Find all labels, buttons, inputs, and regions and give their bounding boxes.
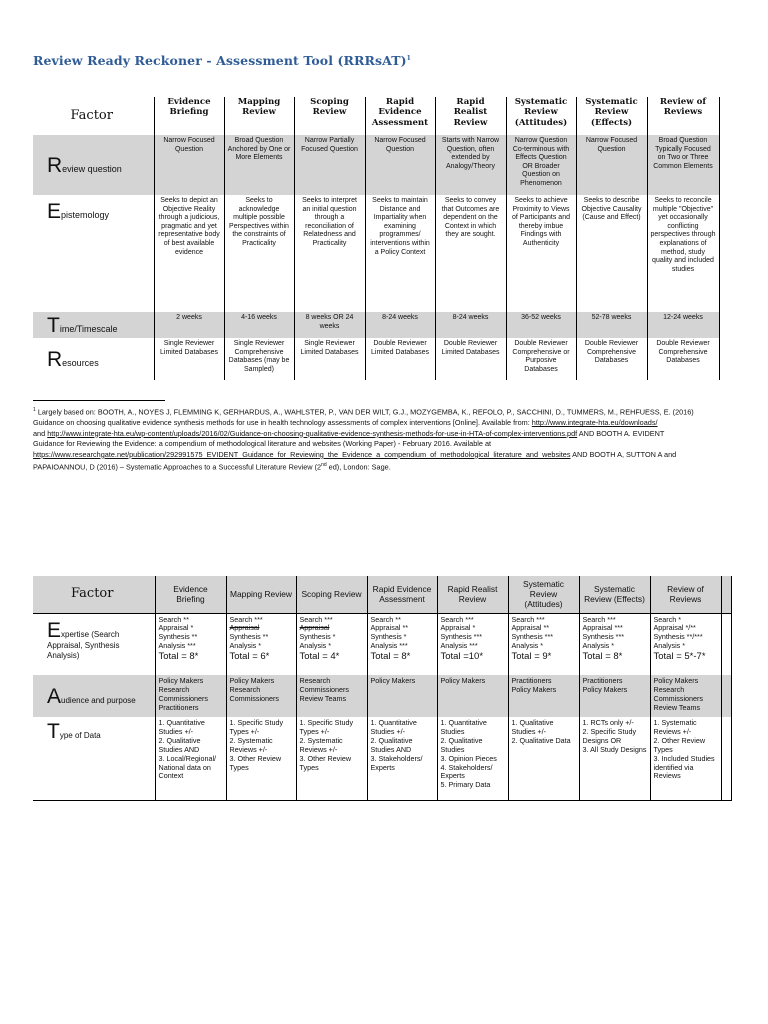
- footnote-line: PAPAIOANNOU, D (2016) – Systematic Approaches to a Successful Literature Review (2nd ed), London: Sage.: [33, 462, 391, 472]
- table-row: [33, 338, 719, 380]
- table-cell: Seeks to interpret an initial question through a reconciliation of Relatedness and Practicality: [294, 195, 365, 312]
- table-cell: 8-24 weeks: [435, 312, 506, 338]
- table-row: [33, 135, 719, 195]
- factor-label-expertise: Expertise (Search Appraisal, Synthesis Analysis): [47, 618, 120, 661]
- table2-header-row: [33, 576, 731, 613]
- table-cell: Search *** Appraisal Synthesis * Analysis * Total = 4*: [296, 613, 367, 675]
- column-header: Evidence Briefing: [155, 576, 226, 613]
- table-cell-blank: [721, 613, 731, 675]
- table-cell: Narrow Question Co-terminous with Effects Question OR Broader Question on Phenomenon: [506, 135, 576, 195]
- footnote-line: $^1$ Largely based on: BOOTH, A., NOYES J, FLEMMING K, GERHARDUS, A., WAHLSTER, P., VAN DER WILT, G.J., MOZYGEMBA, K., REFOLO, P., SACCHINI, D., TUMMERS, M., REHFUESS, E. (2016): [33, 407, 694, 417]
- table-cell: Search *** Appraisal *** Synthesis *** Analysis * Total = 8*: [579, 613, 650, 675]
- column-header: Evidence Briefing: [154, 97, 224, 135]
- assessment-table-1: [33, 97, 720, 380]
- table-cell: Single Reviewer Limited Databases: [294, 338, 365, 380]
- table-cell: Search *** Appraisal ** Synthesis *** Analysis * Total = 9*: [508, 613, 579, 675]
- table-cell: Policy Makers: [437, 675, 508, 717]
- table-cell: Double Reviewer Comprehensive or Purposive Databases: [506, 338, 576, 380]
- table-cell-blank: [721, 675, 731, 717]
- column-header: Systematic Review (Attitudes): [508, 576, 579, 613]
- table-cell: Policy Makers: [367, 675, 437, 717]
- column-header: Systematic Review (Effects): [576, 97, 647, 135]
- table-cell: Seeks to reconcile multiple "Objective" yet occasionally conflicting perspectives through explanations of method, study quality and included studies: [647, 195, 719, 312]
- table-cell: 52-78 weeks: [576, 312, 647, 338]
- footnote-line: and http://www.integrate-hta.eu/wp-content/uploads/2016/02/Guidance-on-choosing-qualitative-evidence-synthesis-methods-for-use-in-HTA-of-complex-interventions.pdf AND BOOTH A. EVIDENT: [33, 428, 665, 438]
- column-header: Scoping Review: [296, 576, 367, 613]
- footnote-line: Guidance on choosing qualitative evidence synthesis methods for use in health technology assessments of complex interventions [Online]. Available from: http://www.integrate-hta.eu/downloads/: [33, 418, 658, 428]
- table-cell: Policy Makers Research Commissioners: [226, 675, 296, 717]
- table-cell: Narrow Focused Question: [154, 135, 224, 195]
- table-row: [33, 312, 719, 338]
- table-cell: 4-16 weeks: [224, 312, 294, 338]
- footnote-divider: [33, 400, 165, 401]
- column-header: Systematic Review (Attitudes): [506, 97, 576, 135]
- table-cell: 1. Specific Study Types +/- 2. Systematic Reviews +/- 3. Other Review Types: [226, 717, 296, 800]
- table-row: [33, 675, 731, 717]
- table-cell: Research Commissioners Review Teams: [296, 675, 367, 717]
- table-cell: Double Reviewer Limited Databases: [365, 338, 435, 380]
- table-cell: Policy Makers Research Commissioners Review Teams: [650, 675, 721, 717]
- table-cell: Search * Appraisal */** Synthesis **/*** Analysis * Total = 5*-7*: [650, 613, 721, 675]
- footnote-link[interactable]: http://www.integrate-hta.eu/wp-content/uploads/2016/02/Guidance-on-choosing-qualitative-evidence-synthesis-methods-for-use-in-HTA-of-complex-interventions.pdf: [47, 428, 578, 438]
- table-cell: 1. Systematic Reviews +/- 2. Other Review Types 3. Included Studies identified via Reviews: [650, 717, 721, 800]
- table-cell-blank: [721, 717, 731, 800]
- column-header: Mapping Review: [224, 97, 294, 135]
- table-cell: Policy Makers Research Commissioners Practitioners: [155, 675, 226, 717]
- table-cell: 36-52 weeks: [506, 312, 576, 338]
- table-cell: Single Reviewer Comprehensive Databases (may be Sampled): [224, 338, 294, 380]
- column-header: Review of Reviews: [647, 97, 719, 135]
- table-cell: Single Reviewer Limited Databases: [154, 338, 224, 380]
- column-header: Systematic Review (Effects): [579, 576, 650, 613]
- table-cell: 1. Qualitative Studies +/- 2. Qualitative Data: [508, 717, 579, 800]
- table-cell: Seeks to convey that Outcomes are dependent on the Context in which they are sought.: [435, 195, 506, 312]
- table-row: [33, 195, 719, 312]
- table-cell: Narrow Focused Question: [365, 135, 435, 195]
- column-header: Rapid Evidence Assessment: [365, 97, 435, 135]
- table-cell: Double Reviewer Limited Databases: [435, 338, 506, 380]
- table-cell: Search *** Appraisal Synthesis ** Analysis * Total = 6*: [226, 613, 296, 675]
- table-row: [33, 613, 731, 675]
- table-cell: Double Reviewer Comprehensive Databases: [576, 338, 647, 380]
- table-cell: Broad Question Anchored by One or More Elements: [224, 135, 294, 195]
- table-cell: Search *** Appraisal * Synthesis *** Analysis *** Total =10*: [437, 613, 508, 675]
- footnote: [33, 405, 739, 473]
- table-cell: 2 weeks: [154, 312, 224, 338]
- table-cell: Narrow Partially Focused Question: [294, 135, 365, 195]
- footnote-line: Guidance for Reviewing the Evidence: a compendium of methodological literature and websites (Working Paper) - February 2016. Available at: [33, 439, 492, 449]
- table-cell: Search ** Appraisal * Synthesis ** Analysis *** Total = 8*: [155, 613, 226, 675]
- factor-header: Factor: [70, 107, 113, 123]
- factor-label-audience: Audience and purpose: [33, 675, 155, 717]
- column-header: Mapping Review: [226, 576, 296, 613]
- table-cell: Practitioners Policy Makers: [508, 675, 579, 717]
- factor-label-resources: Resources: [47, 347, 99, 371]
- footnote-line: https://www.researchgate.net/publication/292991575_EVIDENT_Guidance_for_Reviewing_the_Evidence_a_compendium_of_methodological_literature_and_websites AND BOOTH A, SUTTON A and: [33, 449, 677, 459]
- table-cell-blank: [721, 576, 731, 613]
- footnote-link[interactable]: https://www.researchgate.net/publication/292991575_EVIDENT_Guidance_for_Reviewing_the_Evidence_a_compendium_of_methodological_literature_and_websites: [33, 449, 571, 459]
- document-title: Review Ready Reckoner - Assessment Tool (RRRsAT)$^1$: [33, 53, 411, 68]
- table-cell: 1. Quantitative Studies +/- 2. Qualitative Studies AND 3. Local/Regional/ National data on Context: [155, 717, 226, 800]
- table-cell: Narrow Focused Question: [576, 135, 647, 195]
- table-cell: Double Reviewer Comprehensive Databases: [647, 338, 719, 380]
- table-cell: Seeks to achieve Proximity to Views of Participants and thereby imbue Findings with Authenticity: [506, 195, 576, 312]
- assessment-table-2: [33, 576, 732, 801]
- factor-header: Factor: [33, 576, 155, 613]
- factor-label-review-question: Review question: [33, 135, 154, 195]
- table-cell: Seeks to describe Objective Causality (Cause and Effect): [576, 195, 647, 312]
- column-header: Rapid Realist Review: [437, 576, 508, 613]
- table-cell: Seeks to depict an Objective Reality through a judicious, pragmatic and yet representative body of best available evidence: [154, 195, 224, 312]
- column-header: Scoping Review: [294, 97, 365, 135]
- table-cell: 1. Specific Study Types +/- 2. Systematic Reviews +/- 3. Other Review Types: [296, 717, 367, 800]
- column-header: Rapid Evidence Assessment: [367, 576, 437, 613]
- table-cell: 8-24 weeks: [365, 312, 435, 338]
- table1-header-row: [33, 97, 719, 135]
- table-cell: 12-24 weeks: [647, 312, 719, 338]
- table-row: [33, 717, 731, 800]
- factor-label-timescale: Time/Timescale: [33, 312, 154, 338]
- column-header: Rapid Realist Review: [435, 97, 506, 135]
- table-cell: 8 weeks OR 24 weeks: [294, 312, 365, 338]
- table-cell: 1. RCTs only +/- 2. Specific Study Designs OR 3. All Study Designs: [579, 717, 650, 800]
- factor-label-type-of-data: Type of Data: [33, 717, 155, 800]
- table-cell: Practitioners Policy Makers: [579, 675, 650, 717]
- table-cell: Starts with Narrow Question, often extended by Analogy/Theory: [435, 135, 506, 195]
- table-cell: Broad Question Typically Focused on Two or Three Common Elements: [647, 135, 719, 195]
- table-cell: 1. Quantitative Studies +/- 2. Qualitative Studies AND 3. Stakeholders/ Experts: [367, 717, 437, 800]
- factor-label-epistemology: Epistemology: [47, 200, 110, 223]
- footnote-link[interactable]: http://www.integrate-hta.eu/downloads/: [531, 418, 658, 428]
- column-header: Review of Reviews: [650, 576, 721, 613]
- table-cell: Seeks to acknowledge multiple possible Perspectives within the constraints of Practicality: [224, 195, 294, 312]
- table-cell: Seeks to maintain Distance and Impartiality when examining programmes/ interventions within a Policy Context: [365, 195, 435, 312]
- table-cell: Search ** Appraisal ** Synthesis * Analysis *** Total = 8*: [367, 613, 437, 675]
- table-cell: 1. Quantitative Studies 2. Qualitative Studies 3. Opinion Pieces 4. Stakeholders/ Experts 5. Primary Data: [437, 717, 508, 800]
